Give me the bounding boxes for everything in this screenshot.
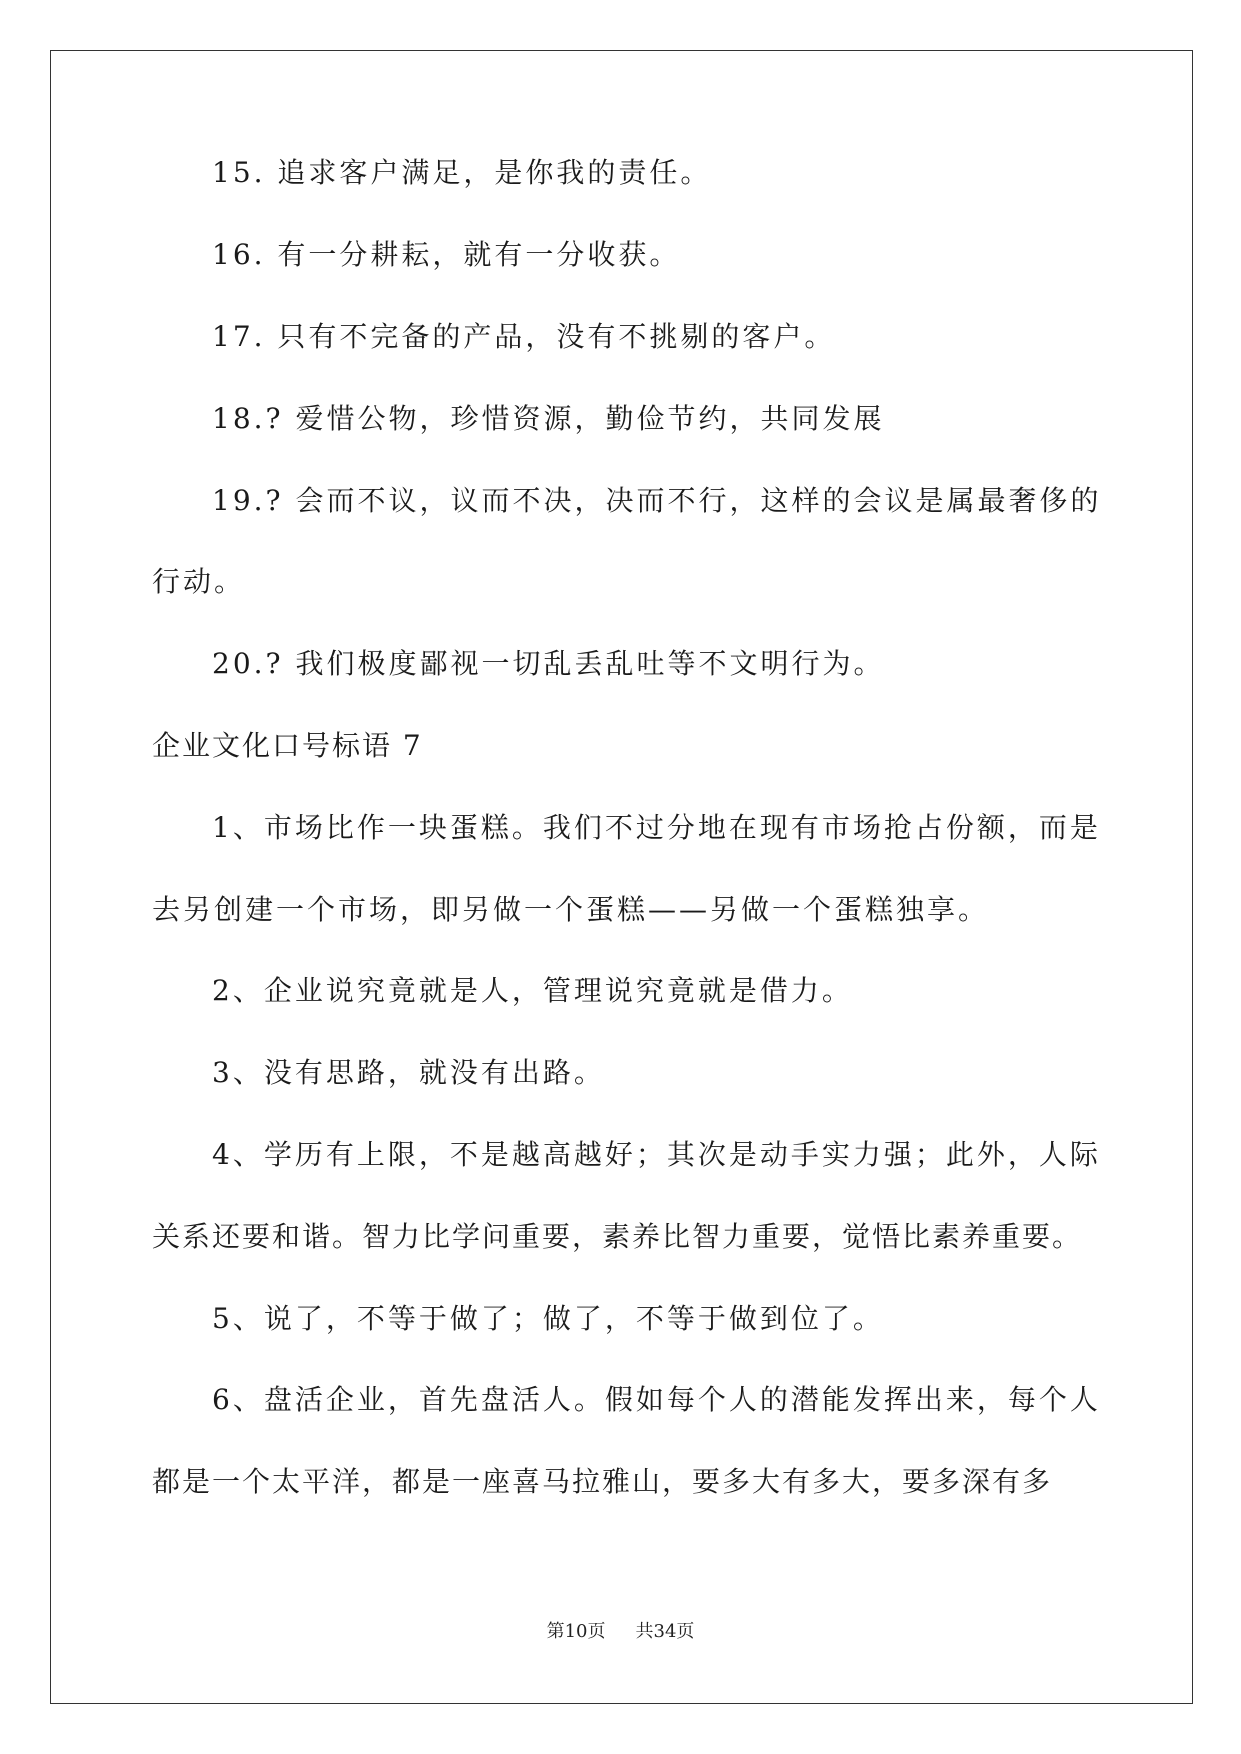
page-border — [50, 50, 1193, 1704]
text-line: 行动。 — [152, 565, 246, 598]
text-line: 1、市场比作一块蛋糕。我们不过分地在现有市场抢占份额，而是 — [212, 811, 1101, 844]
text-line: 19.? 会而不议，议而不决，决而不行，这样的会议是属最奢侈的 — [212, 484, 1102, 517]
page-number: 第10页 — [546, 1621, 606, 1642]
text-line: 18.? 爱惜公物，珍惜资源，勤俭节约，共同发展 — [212, 402, 885, 435]
text-line: 都是一个太平洋，都是一座喜马拉雅山，要多大有多大，要多深有多 — [152, 1465, 1053, 1498]
text-line: 4、学历有上限，不是越高越好；其次是动手实力强；此外，人际 — [212, 1138, 1101, 1171]
page-footer — [0, 1621, 1241, 1643]
text-line: 20.? 我们极度鄙视一切乱丢乱吐等不文明行为。 — [212, 647, 885, 680]
text-line: 6、盘活企业，首先盘活人。假如每个人的潜能发挥出来，每个人 — [212, 1383, 1101, 1416]
text-line: 5、说了，不等于做了；做了，不等于做到位了。 — [212, 1302, 884, 1335]
page-total: 共34页 — [635, 1621, 695, 1642]
section-heading: 企业文化口号标语 7 — [152, 729, 423, 762]
text-line: 去另创建一个市场，即另做一个蛋糕——另做一个蛋糕独享。 — [152, 893, 990, 926]
text-line: 3、没有思路，就没有出路。 — [212, 1056, 605, 1089]
text-line: 关系还要和谐。智力比学问重要，素养比智力重要，觉悟比素养重要。 — [152, 1220, 1083, 1253]
text-line: 17. 只有不完备的产品，没有不挑剔的客户。 — [212, 320, 836, 353]
text-line: 2、企业说究竟就是人，管理说究竟就是借力。 — [212, 974, 853, 1007]
text-line: 16. 有一分耕耘，就有一分收获。 — [212, 238, 681, 271]
text-line: 15. 追求客户满足，是你我的责任。 — [212, 156, 712, 189]
